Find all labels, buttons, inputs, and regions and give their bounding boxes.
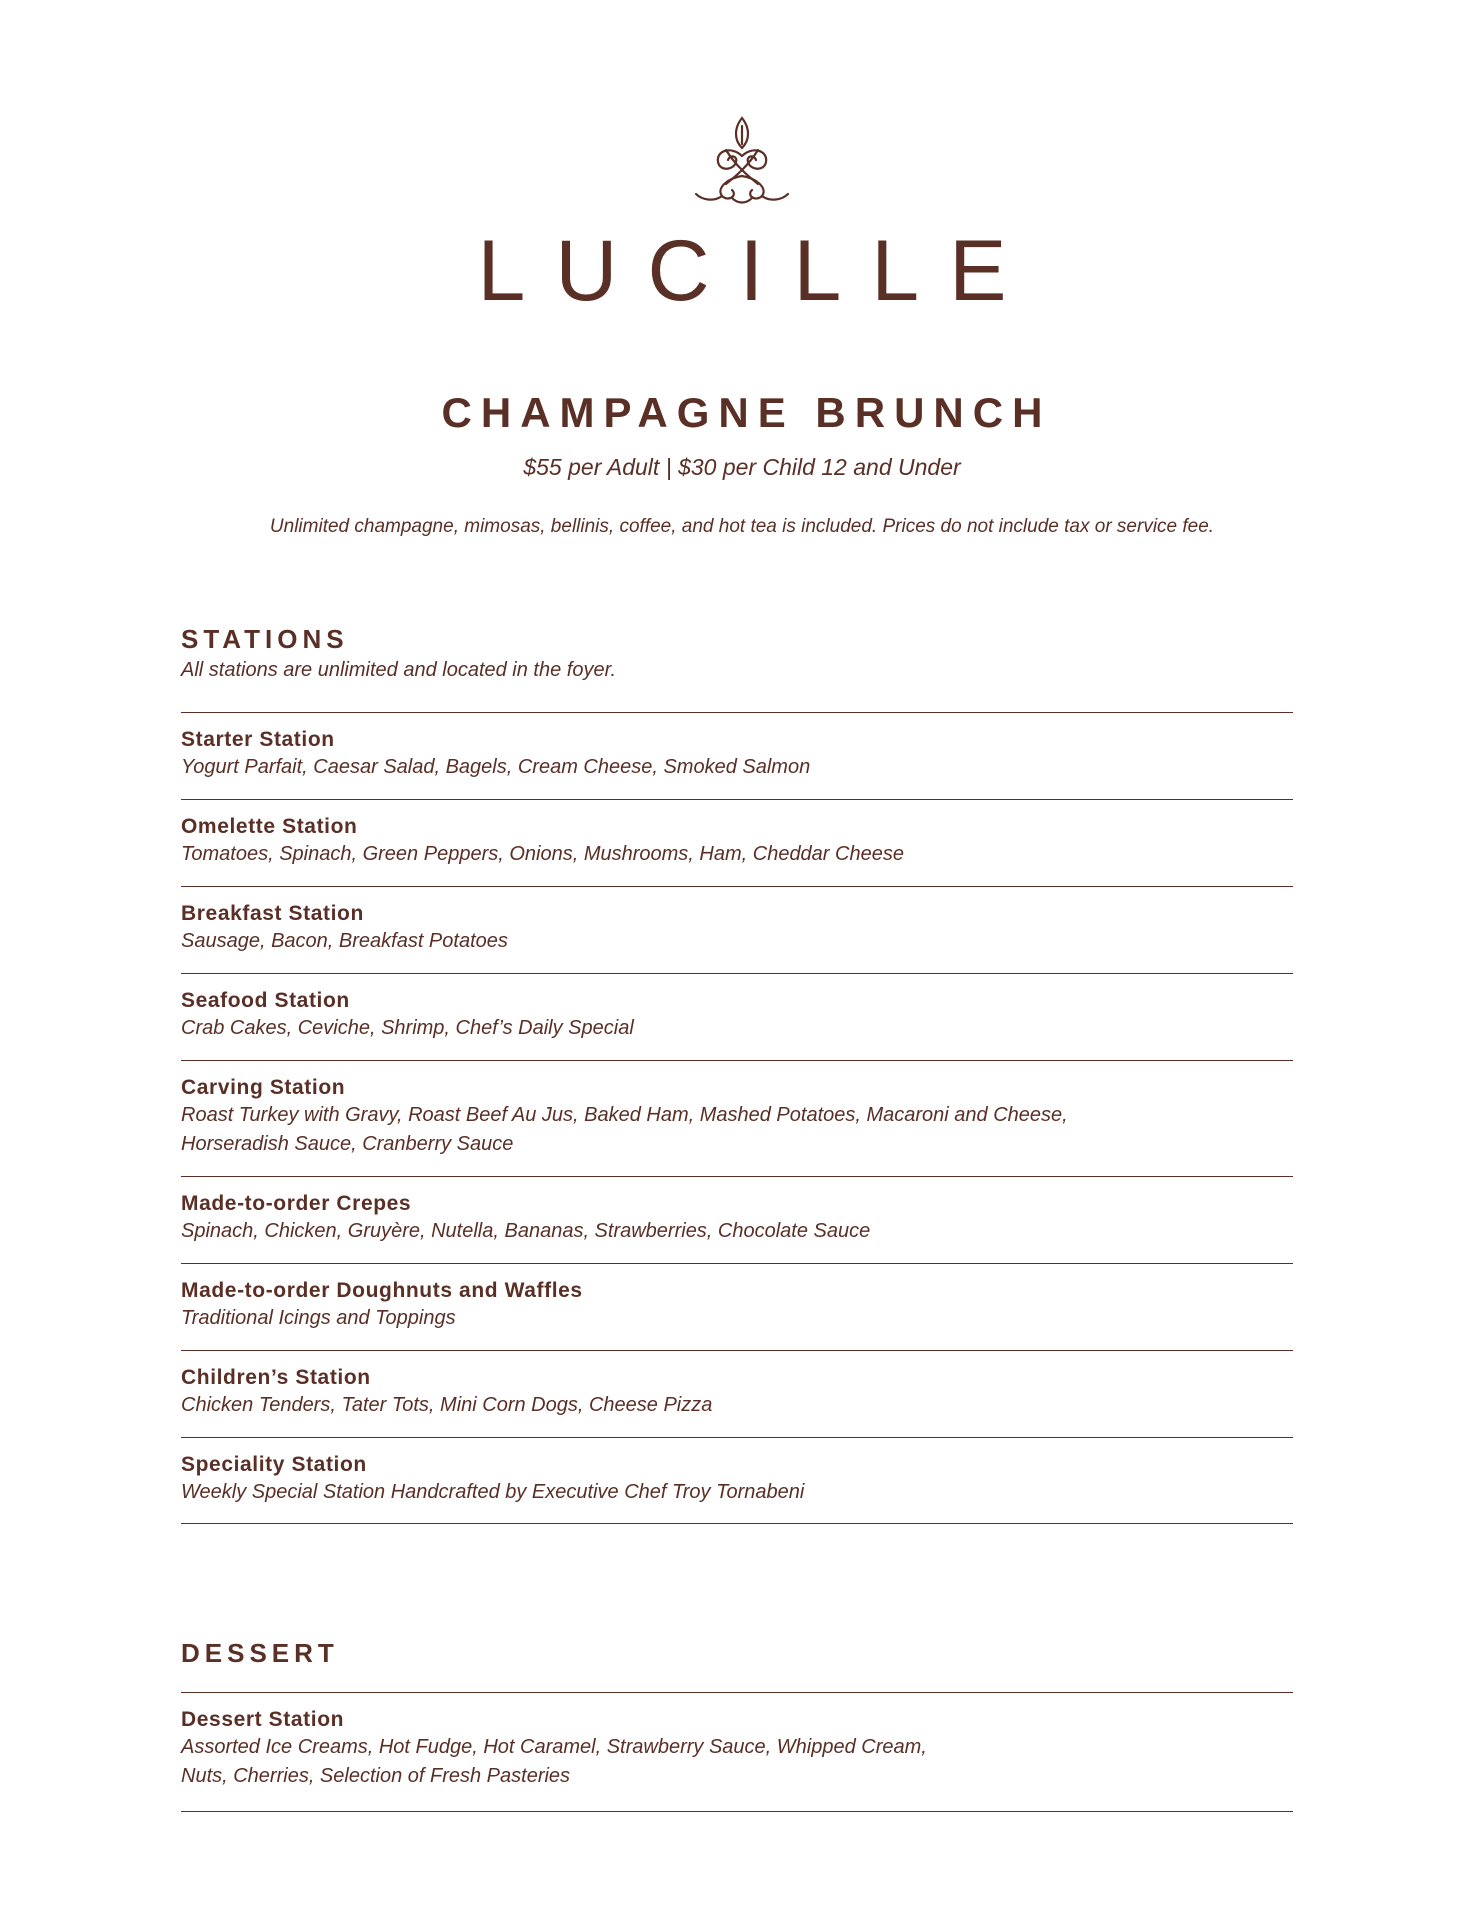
dessert-section (181, 1640, 1293, 1812)
inclusions-note: Unlimited champagne, mimosas, bellinis, coffee, and hot tea is included. Prices do not include tax or service fee. (269, 516, 1215, 537)
item-name: Made-to-order Crepes (181, 1192, 412, 1215)
item-name: Carving Station (181, 1076, 346, 1099)
item-description: Roast Turkey with Gravy, Roast Beef Au Jus, Baked Ham, Mashed Potatoes, Macaroni and Cheese, Horseradish Sauce, Cranberry Sauce (181, 1104, 1068, 1156)
stations-section (181, 626, 1293, 1524)
menu-item (181, 800, 1293, 887)
item-description: Yogurt Parfait, Caesar Salad, Bagels, Cream Cheese, Smoked Salmon (181, 756, 811, 779)
menu-item (181, 1693, 1293, 1812)
stations-subheading: All stations are unlimited and located in the foyer. (181, 659, 617, 681)
item-name: Starter Station (181, 728, 335, 751)
menu-item (181, 1264, 1293, 1351)
item-description: Chicken Tenders, Tater Tots, Mini Corn Dogs, Cheese Pizza (181, 1394, 713, 1417)
menu-item (181, 1177, 1293, 1264)
item-description: Sausage, Bacon, Breakfast Potatoes (181, 930, 508, 953)
menu-item (181, 1061, 1293, 1177)
item-name: Made-to-order Doughnuts and Waffles (181, 1279, 583, 1302)
item-description: Assorted Ice Creams, Hot Fudge, Hot Caramel, Strawberry Sauce, Whipped Cream, Nuts, Cherries, Selection of Fresh Pasteries (181, 1736, 927, 1788)
menu-item (181, 1438, 1293, 1524)
item-name: Breakfast Station (181, 902, 364, 925)
item-description: Spinach, Chicken, Gruyère, Nutella, Bananas, Strawberries, Chocolate Sauce (181, 1220, 871, 1243)
stations-heading: STATIONS (181, 624, 349, 654)
pricing-line: $55 per Adult | $30 per Child 12 and Under (523, 454, 961, 480)
item-name: Omelette Station (181, 815, 358, 838)
item-name: Seafood Station (181, 989, 350, 1012)
item-description: Traditional Icings and Toppings (181, 1307, 456, 1330)
dessert-heading: DESSERT (181, 1638, 339, 1668)
item-name: Children’s Station (181, 1366, 371, 1389)
menu-item (181, 713, 1293, 800)
dessert-list (181, 1693, 1293, 1812)
flourish-logo-icon (692, 116, 792, 208)
item-name: Dessert Station (181, 1708, 345, 1731)
menu-item (181, 974, 1293, 1061)
stations-list (181, 713, 1293, 1524)
brand-wordmark: LUCILLE (477, 223, 1037, 319)
item-description: Tomatoes, Spinach, Green Peppers, Onions, Mushrooms, Ham, Cheddar Cheese (181, 843, 904, 866)
menu-item (181, 887, 1293, 974)
menu-item (181, 1351, 1293, 1438)
item-description: Weekly Special Station Handcrafted by Executive Chef Troy Tornabeni (181, 1481, 805, 1504)
page-title: CHAMPAGNE BRUNCH (441, 389, 1052, 436)
item-name: Speciality Station (181, 1453, 367, 1476)
item-description: Crab Cakes, Ceviche, Shrimp, Chef’s Daily Special (181, 1017, 634, 1040)
